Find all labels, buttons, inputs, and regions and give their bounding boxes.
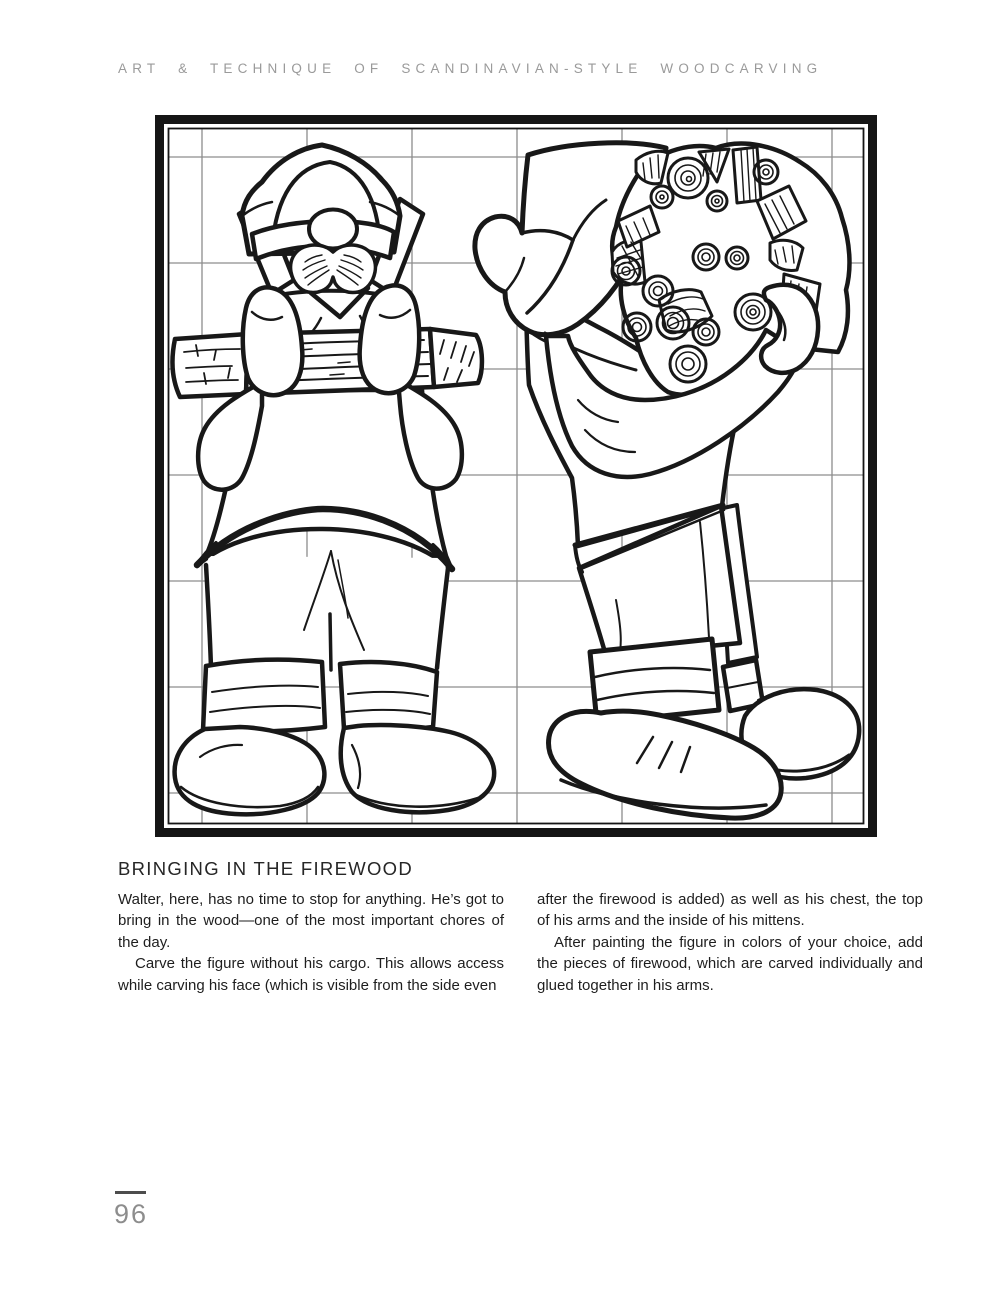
log — [172, 329, 481, 397]
paragraph: Walter, here, has no time to stop for anything. He’s got to bring in the wood—one of the most important chores of the day. — [118, 891, 504, 951]
folio-rule — [115, 1191, 146, 1194]
front-figure-mitten-right — [360, 285, 420, 393]
woodcarving-pattern-illustration — [155, 115, 877, 837]
paragraph: Carve the figure without his cargo. This allows access while carving his face (which is visible from the side even — [118, 955, 504, 994]
front-figure-face — [309, 210, 357, 249]
paragraph: after the firewood is added) as well as his chest, the top of his arms and the inside of his mittens. — [537, 891, 923, 930]
front-figure-mitten-left — [243, 287, 303, 395]
section-heading: BRINGING IN THE FIREWOOD — [118, 858, 414, 879]
woodcarving-pattern-plate — [155, 115, 877, 837]
running-head: ART & TECHNIQUE OF SCANDINAVIAN-STYLE WOODCARVING — [118, 61, 823, 76]
paragraph: After painting the figure in colors of your choice, add the pieces of firewood, which are carved individually and glued together in his arms. — [537, 933, 923, 994]
text-column-right — [537, 889, 923, 996]
page-number: 96 — [114, 1199, 149, 1229]
text-column-left — [118, 889, 504, 996]
